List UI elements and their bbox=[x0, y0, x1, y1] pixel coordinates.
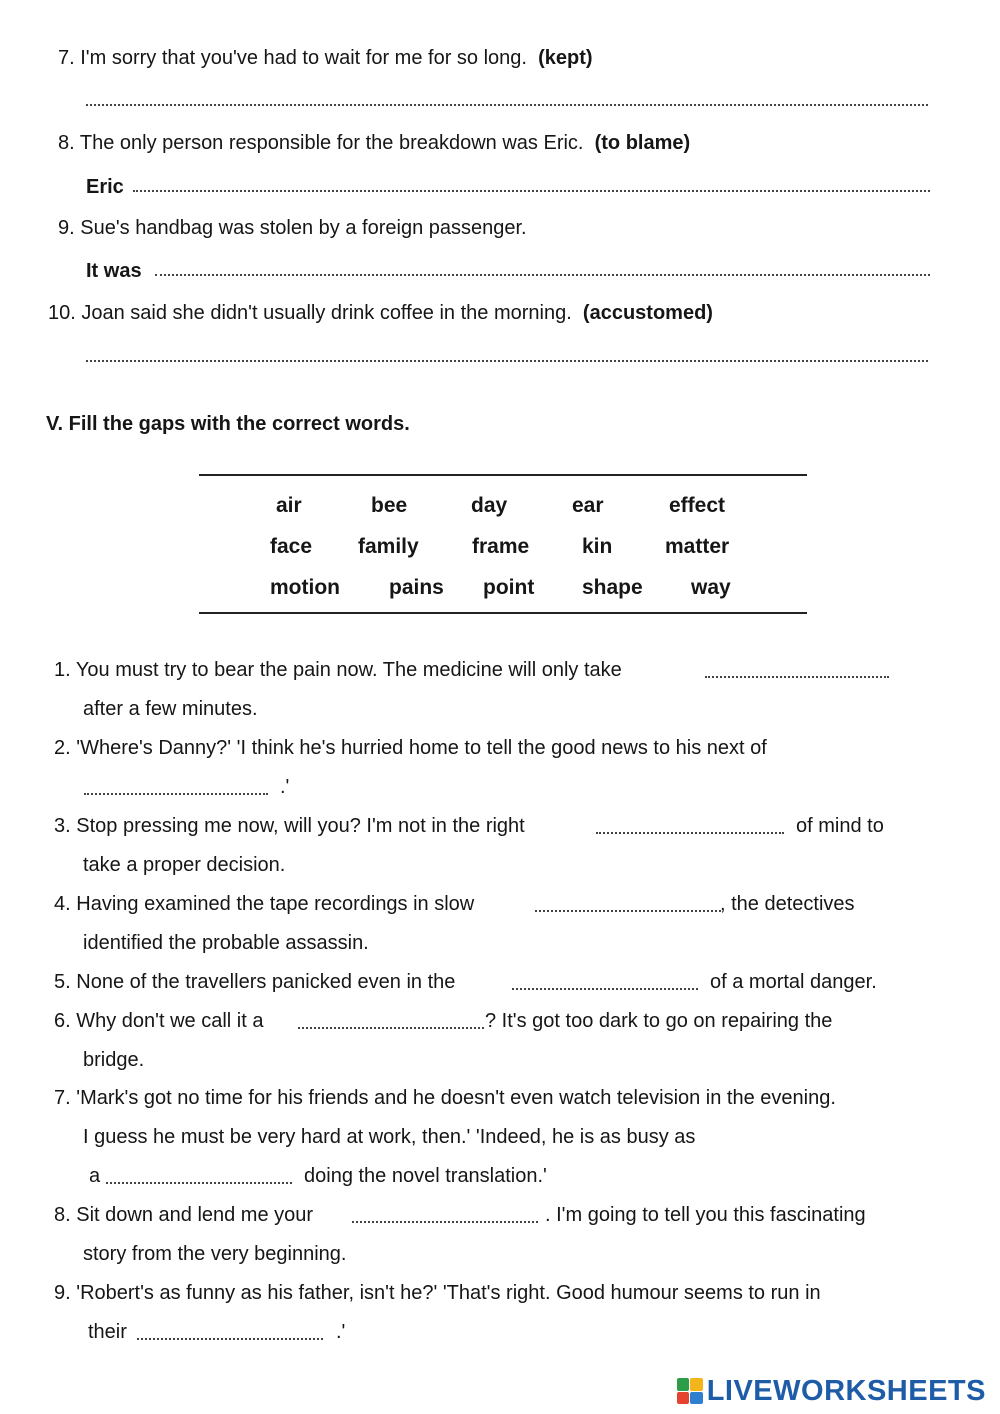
gap-item-2: 2. 'Where's Danny?' 'I think he's hurried home to tell the good news to his next of bbox=[54, 737, 767, 759]
section-heading: V. Fill the gaps with the correct words. bbox=[46, 413, 410, 435]
gap-item-5-after: of a mortal danger. bbox=[710, 971, 877, 993]
gap-item-6-after: ? It's got too dark to go on repairing the bbox=[485, 1010, 833, 1032]
gap-item-6: 6. Why don't we call it a bbox=[54, 1010, 264, 1032]
gap-item-8-after: . I'm going to tell you this fascinating bbox=[545, 1204, 866, 1226]
gap-item-7-cont: I guess he must be very hard at work, then.' 'Indeed, he is as busy as bbox=[83, 1126, 696, 1148]
liveworksheets-icon bbox=[677, 1378, 703, 1404]
gap-item-7: 7. 'Mark's got no time for his friends and he doesn't even watch television in the evening. bbox=[54, 1087, 836, 1109]
word-box-word: air bbox=[276, 494, 302, 517]
word-box-word: shape bbox=[582, 576, 643, 599]
word-box-word: point bbox=[483, 576, 535, 599]
answer-prefix-8: Eric bbox=[86, 176, 124, 198]
gap-item-4-cont: identified the probable assassin. bbox=[83, 932, 369, 954]
gap-item-8: 8. Sit down and lend me your bbox=[54, 1204, 314, 1226]
brand-name: LIVEWORKSHEETS bbox=[706, 1374, 986, 1407]
word-box-bottom-rule bbox=[199, 612, 807, 614]
word-box-word: family bbox=[358, 535, 419, 558]
gap-item-1: 1. You must try to bear the pain now. The medicine will only take bbox=[54, 659, 622, 681]
gap-blank-2[interactable] bbox=[84, 793, 268, 795]
word-box-word: effect bbox=[669, 494, 726, 517]
gap-item-9-end: .' bbox=[336, 1321, 346, 1343]
gap-item-3-cont: take a proper decision. bbox=[83, 854, 286, 876]
gap-item-5: 5. None of the travellers panicked even in the bbox=[54, 971, 456, 993]
transform-item-10: 10. Joan said she didn't usually drink coffee in the morning. (accustomed) bbox=[48, 302, 713, 324]
gap-item-8-cont: story from the very beginning. bbox=[83, 1243, 347, 1265]
gap-item-9: 9. 'Robert's as funny as his father, isn't he?' 'That's right. Good humour seems to run in bbox=[54, 1282, 821, 1304]
word-box-top-rule bbox=[199, 474, 807, 476]
gap-blank-6[interactable] bbox=[298, 1027, 484, 1029]
gap-blank-9[interactable] bbox=[137, 1338, 323, 1340]
liveworksheets-logo bbox=[677, 1373, 986, 1409]
gap-item-4: 4. Having examined the tape recordings in slow bbox=[54, 893, 475, 915]
answer-line-7[interactable] bbox=[86, 104, 928, 106]
gap-item-4-after: , the detectives bbox=[720, 893, 855, 915]
gap-blank-8[interactable] bbox=[352, 1221, 538, 1223]
transform-item-7: 7. I'm sorry that you've had to wait for me for so long. (kept) bbox=[58, 47, 593, 69]
word-box-word: frame bbox=[472, 535, 530, 558]
word-box-word: matter bbox=[665, 535, 730, 558]
answer-line-10[interactable] bbox=[86, 360, 928, 362]
gap-item-7-a: a bbox=[89, 1165, 101, 1187]
answer-line-8[interactable] bbox=[133, 190, 930, 192]
word-box-word: day bbox=[471, 494, 508, 517]
gap-item-6-cont: bridge. bbox=[83, 1049, 145, 1071]
word-box-word: bee bbox=[371, 494, 408, 517]
gap-blank-7[interactable] bbox=[106, 1182, 292, 1184]
gap-item-7-after: doing the novel translation.' bbox=[304, 1165, 547, 1187]
transform-item-9: 9. Sue's handbag was stolen by a foreign passenger. bbox=[58, 217, 527, 239]
word-box-word: pains bbox=[389, 576, 444, 599]
gap-item-9-cont: their bbox=[88, 1321, 127, 1343]
word-box-word: face bbox=[270, 535, 313, 558]
word-box-word: kin bbox=[582, 535, 613, 558]
word-box-word: motion bbox=[270, 576, 340, 599]
transform-item-8: 8. The only person responsible for the breakdown was Eric. (to blame) bbox=[58, 132, 691, 154]
gap-item-2-end: .' bbox=[280, 776, 290, 798]
answer-line-9[interactable] bbox=[155, 274, 930, 276]
word-box-word: ear bbox=[572, 494, 604, 517]
gap-item-1-cont: after a few minutes. bbox=[83, 698, 258, 720]
gap-item-3: 3. Stop pressing me now, will you? I'm not in the right bbox=[54, 815, 525, 837]
gap-blank-5[interactable] bbox=[512, 988, 698, 990]
gap-blank-3[interactable] bbox=[596, 832, 784, 834]
answer-prefix-9: It was bbox=[86, 260, 142, 282]
word-box-word: way bbox=[691, 576, 731, 599]
gap-item-3-after: of mind to bbox=[796, 815, 884, 837]
gap-blank-1[interactable] bbox=[705, 676, 889, 678]
gap-blank-4[interactable] bbox=[535, 910, 721, 912]
